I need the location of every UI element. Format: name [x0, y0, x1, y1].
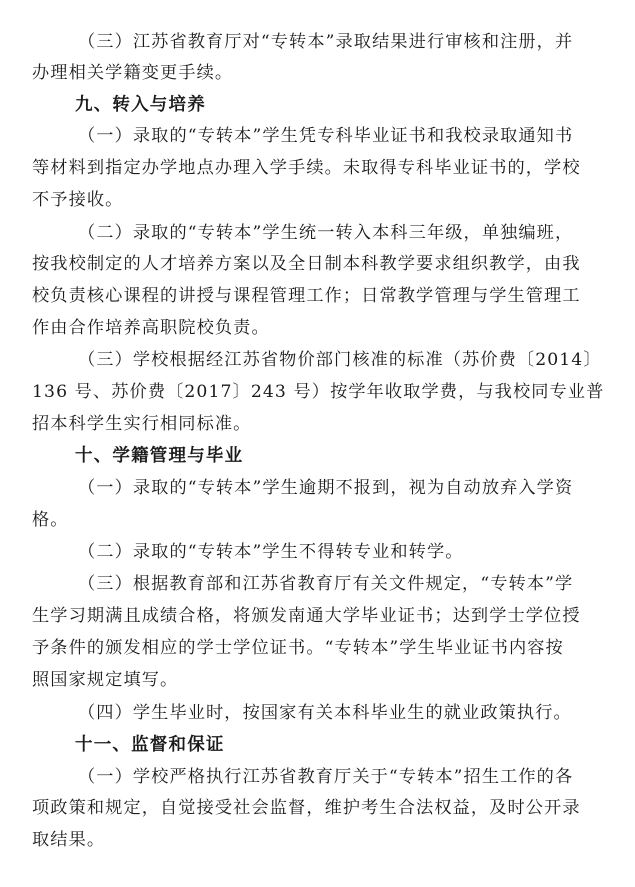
section-heading-11: 十一、监督和保证 — [75, 735, 225, 755]
paragraph-line: （四）学生毕业时，按国家有关本科毕业生的就业政策执行。 — [78, 703, 572, 723]
paragraph-line: 按我校制定的人才培养方案以及全日制本科教学要求组织教学，由我 — [32, 254, 581, 274]
paragraph-line: 校负责核心课程的讲授与课程管理工作；日常教学管理与学生管理工 — [32, 286, 581, 306]
paragraph-line: 照国家规定填写。 — [32, 670, 179, 690]
paragraph-line: （一）录取的“专转本”学生凭专科毕业证书和我校录取通知书 — [78, 126, 574, 146]
paragraph-line: 等材料到指定办学地点办理入学手续。未取得专科毕业证书的，学校 — [32, 158, 581, 178]
section-heading-9: 九、转入与培养 — [75, 95, 206, 115]
paragraph-line: （三）学校根据经江苏省物价部门核准的标准（苏价费〔2014〕 — [78, 350, 602, 370]
paragraph-line: （二）录取的“专转本”学生统一转入本科三年级，单独编班， — [78, 223, 574, 243]
paragraph-line: 格。 — [32, 510, 69, 530]
paragraph-line: （一）学校严格执行江苏省教育厅关于“专转本”招生工作的各 — [78, 767, 574, 787]
paragraph-line: 招本科学生实行相同标准。 — [32, 414, 252, 434]
paragraph-line: （一）录取的“专转本”学生逾期不报到，视为自动放弃入学资 — [78, 478, 574, 498]
paragraph-line: 予条件的颁发相应的学士学位证书。“专转本”学生毕业证书内容按 — [32, 638, 564, 658]
paragraph-line: 136 号、苏价费〔2017〕243 号）按学年收取学费，与我校同专业普 — [32, 382, 605, 402]
paragraph-line: 作由合作培养高职院校负责。 — [32, 318, 270, 338]
paragraph-line: 生学习期满且成绩合格，将颁发南通大学毕业证书；达到学士学位授 — [32, 606, 581, 626]
paragraph-line: 办理相关学籍变更手续。 — [32, 63, 234, 83]
paragraph-line: （三）根据教育部和江苏省教育厅有关文件规定，“专转本”学 — [78, 574, 574, 594]
paragraph-line: 取结果。 — [32, 830, 106, 850]
paragraph-line: 不予接收。 — [32, 190, 124, 210]
paragraph-line: （二）录取的“专转本”学生不得转专业和转学。 — [78, 542, 464, 562]
section-heading-10: 十、学籍管理与毕业 — [75, 446, 244, 466]
paragraph-line: 项政策和规定，自觉接受社会监督，维护考生合法权益，及时公开录 — [32, 798, 581, 818]
paragraph-line: （三）江苏省教育厅对“专转本”录取结果进行审核和注册，并 — [78, 32, 574, 52]
